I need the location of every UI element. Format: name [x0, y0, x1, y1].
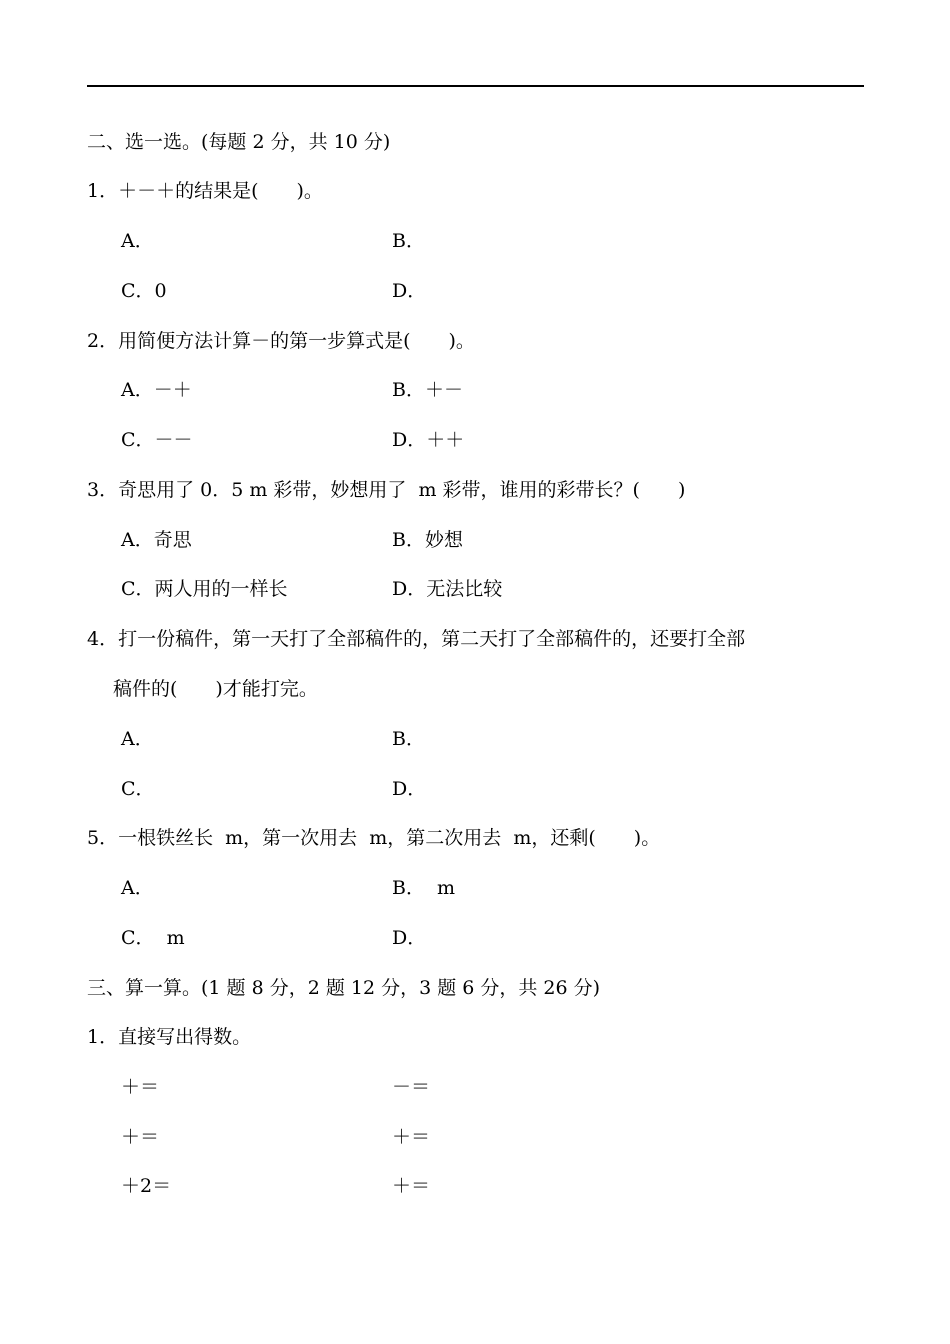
q4-stem-continued: 稿件的( )才能打完。 — [113, 678, 318, 700]
calc-row-3-right: ＋＝ — [392, 1175, 431, 1197]
q1-option-c: C．0 — [121, 280, 167, 302]
q5-option-a: A． — [121, 877, 154, 899]
q1-option-d: D． — [392, 280, 427, 302]
calc-row-3-left: ＋2＝ — [121, 1175, 172, 1197]
q3-stem: 3．奇思用了 0．5 m 彩带，妙想用了 m 彩带，谁用的彩带长？( ) — [87, 479, 686, 501]
calc-row-1-right: －＝ — [392, 1076, 431, 1098]
calc-q1-stem: 1．直接写出得数。 — [87, 1026, 252, 1048]
q1-option-b: B． — [392, 230, 425, 252]
q3-option-b: B．妙想 — [392, 529, 463, 551]
q4-option-a: A． — [121, 728, 154, 750]
q1-stem: 1．＋－＋的结果是( )。 — [87, 180, 323, 202]
q2-stem: 2．用简便方法计算－的第一步算式是( )。 — [87, 330, 475, 352]
q2-option-b: B．＋－ — [392, 379, 463, 401]
q2-option-d: D．＋＋ — [392, 429, 465, 451]
q3-option-c: C．两人用的一样长 — [121, 578, 288, 600]
q5-stem: 5．一根铁丝长 m，第一次用去 m，第二次用去 m，还剩( )。 — [87, 827, 661, 849]
q2-option-c: C．－－ — [121, 429, 193, 451]
q4-stem: 4．打一份稿件，第一天打了全部稿件的，第二天打了全部稿件的，还要打全部 — [87, 628, 746, 650]
q2-option-a: A．－＋ — [121, 379, 192, 401]
q3-option-a: A．奇思 — [121, 529, 192, 551]
q1-option-a: A． — [121, 230, 154, 252]
q5-option-d: D． — [392, 927, 427, 949]
q3-option-d: D．无法比较 — [392, 578, 503, 600]
top-rule — [87, 85, 864, 87]
section3-heading: 三、算一算。(1 题 8 分，2 题 12 分，3 题 6 分，共 26 分) — [87, 977, 601, 999]
q4-option-b: B． — [392, 728, 425, 750]
calc-row-2-left: ＋＝ — [121, 1126, 160, 1148]
q4-option-d: D． — [392, 778, 427, 800]
q5-option-c: C． m — [121, 927, 185, 949]
q4-option-c: C． — [121, 778, 155, 800]
calc-row-1-left: ＋＝ — [121, 1076, 160, 1098]
q5-option-b: B． m — [392, 877, 456, 899]
section2-heading: 二、选一选。(每题 2 分，共 10 分) — [87, 131, 391, 153]
calc-row-2-right: ＋＝ — [392, 1126, 431, 1148]
